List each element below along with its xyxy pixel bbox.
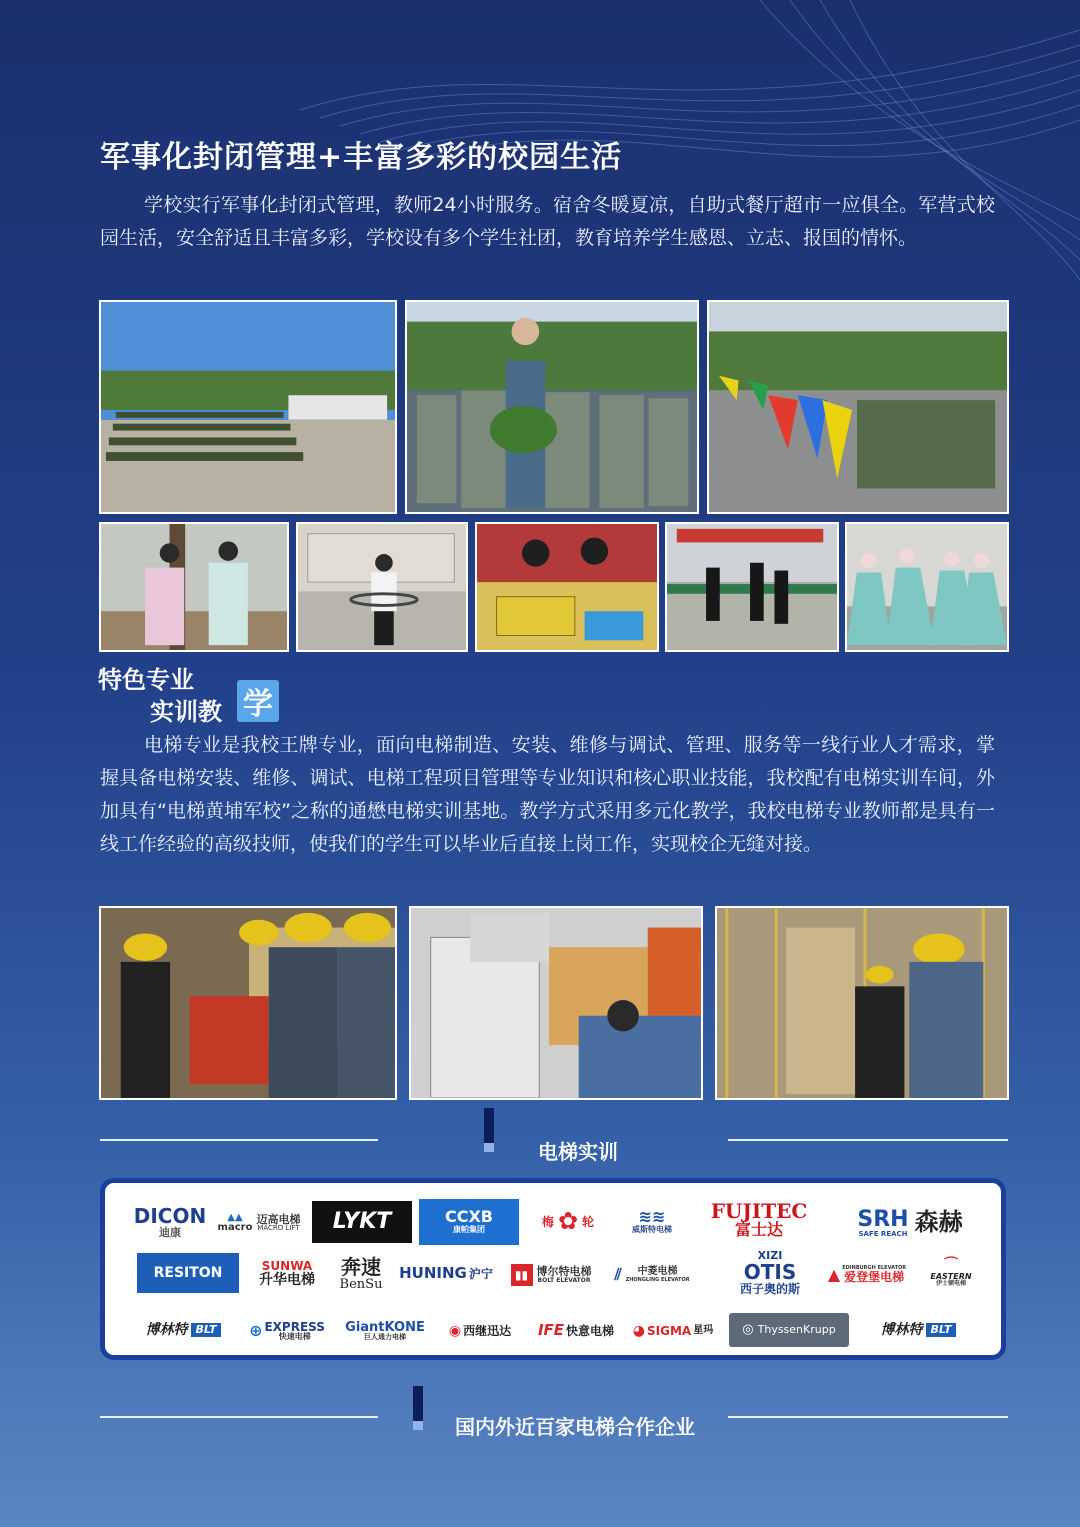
divider-line-right — [728, 1139, 1008, 1141]
logo-express: ⊕ EXPRESS 快速电梯 — [249, 1319, 325, 1342]
photo-elevator-training-2 — [409, 906, 703, 1100]
photo-hula-hoop — [296, 522, 468, 652]
photo-dance-performance — [845, 522, 1009, 652]
photo-elevator-training-3 — [715, 906, 1009, 1100]
logo-huning: HUNING 沪宁 — [399, 1264, 493, 1283]
logo-dicon: DICON 迪康 — [133, 1203, 207, 1239]
photo-martial-arts — [665, 522, 839, 652]
logo-weisite: ≋≋ 威斯特电梯 — [632, 1207, 672, 1235]
divider-line-left — [100, 1139, 378, 1141]
photo-classroom-study — [475, 522, 659, 652]
logo-edinburgh: ▲ EDINBURGH ELEVATOR 爱登堡电梯 — [827, 1264, 907, 1285]
elevator-major-paragraph: 电梯专业是我校王牌专业，面向电梯制造、安装、维修与调试、管理、服务等一线行业人才需求，掌握具备电梯安装、维修、调试、电梯工程项目管理等专业知识和核心职业技能，我校配有电梯实训车间，外加具有“电梯黄埔军校”之称的通懋电梯实训基地。教学方式采用多元化教学，我校电梯专业教师都是具有一线工作经验的高级技师，使我们的学生可以毕业后直接上岗工作，实现校企无缝对接。 — [100, 734, 995, 855]
subtitle-featured-major: 特色专业 — [98, 666, 194, 694]
logo-fujitec: FUJITEC 富士达 — [710, 1199, 808, 1240]
photo-military-drill — [99, 300, 397, 514]
logo-bolinte-1: 博林特 BLT — [135, 1315, 231, 1345]
logo-bensu: 奔速 BenSu — [339, 1254, 383, 1292]
logo-zhongling: ⫽ 中菱电梯 ZHONGLING ELEVATOR — [614, 1264, 690, 1284]
logo-sunwa: SUNWA 升华电梯 — [259, 1259, 315, 1288]
logo-xizi-otis: XIZI OTIS 西子奥的斯 — [739, 1249, 800, 1296]
logo-lykt: LYKT — [312, 1201, 412, 1243]
logo-eastern: ⌒ EASTERN 伊士顿电梯 — [930, 1257, 972, 1288]
subtitle-practical-teaching: 实训教 — [150, 698, 222, 726]
logo-boerte: ▮▮ 博尔特电梯 BOLT ELEVATOR — [503, 1255, 599, 1295]
partner-logos-panel — [100, 1178, 1006, 1360]
photo-elevator-training-1 — [99, 906, 397, 1100]
logo-srh: SRH SAFE REACH 森赫 — [857, 1206, 963, 1238]
divider-marker — [484, 1108, 494, 1152]
logo-giantkone: GiantKONE 巨人通力电梯 — [345, 1319, 425, 1342]
logo-sigma: ◕ SIGMA 星玛 — [632, 1322, 714, 1339]
photo-students-watermelon — [405, 300, 699, 514]
photo-parade-flags — [707, 300, 1009, 514]
logo-ccxb: CCXB 康帕集团 — [419, 1199, 519, 1245]
section-label-elevator-training: 电梯实训 — [538, 1140, 618, 1164]
divider-line-right-2 — [728, 1416, 1008, 1418]
logo-resiton: RESITON — [137, 1253, 239, 1293]
subtitle-highlight-box: 学 — [237, 680, 279, 722]
logo-xiji: ◉ 西继迅达 — [448, 1322, 512, 1339]
photo-hanfu-girls — [99, 522, 289, 652]
section-title-military-management: 军事化封闭管理+丰富多彩的校园生活 — [100, 140, 623, 175]
divider-marker-2 — [413, 1386, 423, 1430]
campus-life-paragraph: 学校实行军事化封闭式管理，教师24小时服务。宿舍冬暖夏凉，自助式餐厅超市一应俱全。军营式校园生活，安全舒适且丰富多彩，学校设有多个学生社团，教育培养学生感恩、立志、报国的情怀。 — [100, 194, 995, 249]
logo-thyssenkrupp: ◎ ThyssenKrupp — [729, 1313, 849, 1347]
logo-bolinte-2: 博林特 BLT — [867, 1315, 969, 1345]
logo-ife: IFE 快意电梯 — [537, 1321, 615, 1340]
section-label-partner-companies: 国内外近百家电梯合作企业 — [455, 1415, 695, 1439]
logo-macro-lift: ▲▲ macro 迈高电梯 MACRO LIFT — [217, 1211, 301, 1233]
logo-meilun: 梅 ✿ 轮 — [541, 1207, 595, 1236]
divider-line-left-2 — [100, 1416, 378, 1418]
